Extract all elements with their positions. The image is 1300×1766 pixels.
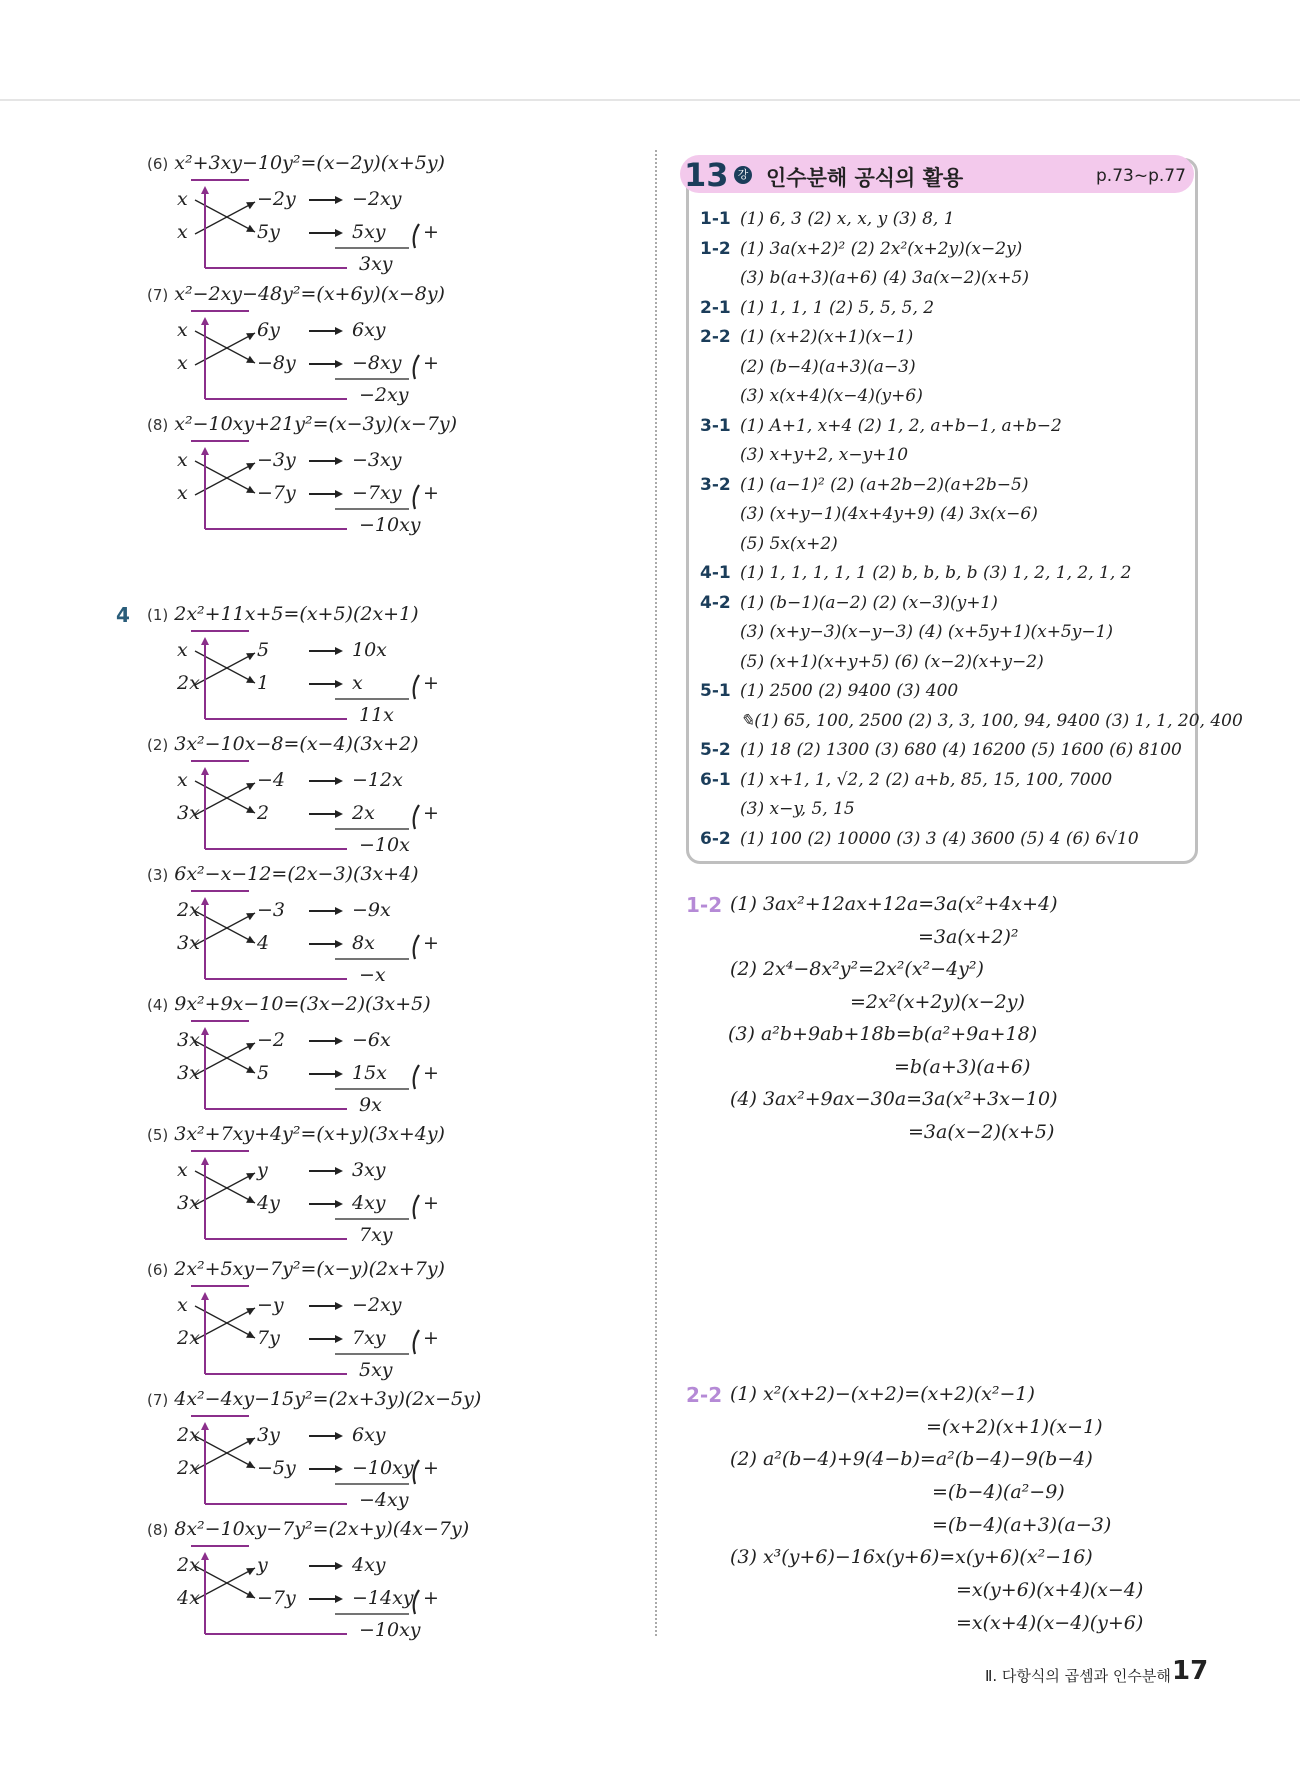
answer-key: 2-1 [700,297,731,318]
row2-factor: x [177,221,188,243]
cross-diagram [147,283,447,423]
equation-text: 9x²+9x−10=(3x−2)(3x+5) [174,993,431,1015]
row2-constant: 4y [257,1192,280,1214]
purple-connector-arrow [201,1422,209,1430]
purple-connector-arrow [201,1552,209,1560]
arrowhead-row1 [335,647,343,655]
row1-factor: 2x [177,899,200,921]
cross-diagram [147,733,447,873]
row2-constant: 7y [257,1327,280,1349]
answer-row [700,593,998,613]
arrowhead-row1 [335,196,343,204]
answer-key: 4-1 [700,563,731,583]
answer-key: 5-1 [700,681,731,701]
answer-value: (1) A+1, x+4 (2) 1, 2, a+b−1, a+b−2 [740,415,1062,436]
solution-continuation: =(x+2)(x+1)(x−1) [926,1416,1103,1438]
answer-row [700,416,1062,436]
answer-key: 3-1 [700,415,731,436]
row2-product: −10xy [352,1457,414,1479]
answer-key: 2-2 [700,327,731,347]
row1-factor: 2x [177,1424,200,1446]
row1-product: −12x [352,769,403,791]
row2-constant: 5 [257,1062,270,1084]
sum-result: 11x [359,704,394,726]
row1-constant: −3 [257,899,286,921]
arrowhead-row2 [335,680,343,688]
row2-constant: −5y [257,1457,296,1479]
solution-line: (4) 3ax²+9ax−30a=3a(x²+3x−10) [730,1088,1058,1110]
row1-factor: x [177,319,188,341]
answer-value: (3) (x+y−3)(x−y−3) (4) (x+5y+1)(x+5y−1) [740,622,1114,642]
sum-result: 9x [359,1094,382,1116]
answer-row [700,799,855,819]
equation-text: 6x²−x−12=(2x−3)(3x+4) [174,863,419,885]
row1-constant: y [257,1159,268,1181]
plus-sign: + [423,802,439,824]
equation-text: 3x²−10x−8=(x−4)(3x+2) [174,733,419,755]
plus-sign: + [423,1587,439,1609]
arrowhead-row2 [335,1200,343,1208]
answer-value: (1) 1, 1, 1, 1, 1 (2) b, b, b, b (3) 1, 2, 1, 2, 1, 2 [740,563,1132,583]
row2-product: 2x [352,802,375,824]
answer-row [700,652,1044,672]
row1-constant: −2 [257,1029,286,1051]
row2-factor: x [177,482,188,504]
answer-value: (1) (b−1)(a−2) (2) (x−3)(y+1) [740,592,998,613]
arrowhead-row1 [335,1432,343,1440]
sum-bracket [414,485,419,509]
arrowhead-row2 [335,360,343,368]
solution-continuation: =(b−4)(a²−9) [932,1481,1065,1503]
answer-value: (1) 3a(x+2)² (2) 2x²(x+2y)(x−2y) [740,238,1023,259]
row2-factor: 2x [177,1327,200,1349]
item-number: (6) [147,155,169,173]
cross-diagram [147,993,447,1133]
plus-sign: + [423,672,439,694]
equation-text: 2x²+11x+5=(x+5)(2x+1) [174,603,419,625]
row2-product: 8x [352,932,375,954]
row2-factor: 3x [177,802,200,824]
solution-line: (3) x³(y+6)−16x(y+6)=x(y+6)(x²−16) [730,1546,1093,1568]
arrowhead-row2 [335,940,343,948]
cross-diagram [147,1388,447,1528]
solution-line: (1) x²(x+2)−(x+2)=(x+2)(x²−1) [730,1383,1035,1405]
row2-factor: 3x [177,1062,200,1084]
row1-factor: x [177,1294,188,1316]
answer-row [700,711,1243,731]
arrowhead-row2 [335,810,343,818]
answer-row [700,298,934,318]
answer-value: (1) 18 (2) 1300 (3) 680 (4) 16200 (5) 1600 (6) 8100 [740,740,1182,760]
sum-bracket [414,1065,419,1089]
answer-value: (3) x+y+2, x−y+10 [740,445,909,465]
answer-value: (5) (x+1)(x+y+5) (6) (x−2)(x+y−2) [740,651,1044,672]
sum-bracket [414,1195,419,1219]
plus-sign: + [423,221,439,243]
row2-constant: 5y [257,221,280,243]
answer-value: (1) 100 (2) 10000 (3) 3 (4) 3600 (5) 4 (6) 6√10 [740,828,1139,849]
item-number: (8) [147,416,169,434]
footer-chapter: Ⅱ. 다항식의 곱셈과 인수분해 [985,1667,1171,1685]
answer-value: (1) 2500 (2) 9400 (3) 400 [740,681,959,701]
answer-key: 4-2 [700,592,731,613]
plus-sign: + [423,1457,439,1479]
sum-bracket [414,1330,419,1354]
sum-bracket [414,355,419,379]
row1-factor: 2x [177,1554,200,1576]
row1-product: −9x [352,899,391,921]
answer-value: (3) x(x+4)(x−4)(y+6) [740,386,923,406]
answer-row [700,829,1139,849]
plus-sign: + [423,1327,439,1349]
sum-result: −10xy [359,1619,421,1641]
cross-diagram [147,603,447,743]
arrowhead-row2 [335,1595,343,1603]
item-number: (2) [147,736,169,754]
row2-factor: 4x [177,1587,200,1609]
answer-row [700,327,913,347]
row1-product: 10x [352,639,387,661]
answer-row [700,740,1182,760]
solution-continuation: =2x²(x+2y)(x−2y) [850,991,1025,1013]
solution-continuation: =x(y+6)(x+4)(x−4) [956,1579,1144,1601]
row1-factor: 3x [177,1029,200,1051]
sum-result: −10xy [359,514,421,536]
row2-product: −7xy [352,482,402,504]
answer-value: (2) (b−4)(a+3)(a−3) [740,356,916,377]
row2-factor: 3x [177,1192,200,1214]
top-rule [0,99,1300,101]
sum-bracket [414,935,419,959]
row2-product: −14xy [352,1587,414,1609]
row2-factor: 3x [177,932,200,954]
equation-text: x²−2xy−48y²=(x+6y)(x−8y) [174,283,445,305]
sum-result: 7xy [359,1224,393,1246]
sum-result: −10x [359,834,410,856]
cross-diagram [147,152,447,292]
lesson-pages: p.73~p.77 [1096,166,1186,186]
row1-factor: x [177,639,188,661]
answer-value: ✎(1) 65, 100, 2500 (2) 3, 3, 100, 94, 9400 (3) 1, 1, 20, 400 [740,710,1243,731]
equation-text: x²+3xy−10y²=(x−2y)(x+5y) [174,152,445,174]
sum-bracket [414,224,419,248]
answer-value: (1) 6, 3 (2) x, x, y (3) 8, 1 [740,209,955,229]
solution-key-1-2: 1-2 [686,893,723,917]
equation-text: x²−10xy+21y²=(x−3y)(x−7y) [174,413,458,435]
row1-factor: x [177,769,188,791]
row1-product: −2xy [352,188,402,210]
row2-constant: −7y [257,1587,296,1609]
row1-constant: −2y [257,188,296,210]
purple-connector-arrow [201,767,209,775]
item-number: (6) [147,1261,169,1279]
row2-product: 4xy [352,1192,386,1214]
row1-product: −3xy [352,449,402,471]
arrowhead-row1 [335,1562,343,1570]
answer-value: (1) (a−1)² (2) (a+2b−2)(a+2b−5) [740,474,1029,495]
answer-key: 1-1 [700,209,731,229]
answer-row [700,475,1028,495]
row1-product: 6xy [352,319,386,341]
item-number: (8) [147,1521,169,1539]
row2-product: 15x [352,1062,387,1084]
arrowhead-row1 [335,907,343,915]
answer-row [700,681,958,701]
row2-constant: −8y [257,352,296,374]
answer-key: 5-2 [700,740,731,760]
sum-result: 3xy [359,253,393,275]
lesson-number: 13 [684,156,729,194]
row1-product: 4xy [352,1554,386,1576]
answer-row [700,445,908,465]
row1-constant: 5 [257,639,270,661]
row2-constant: −7y [257,482,296,504]
sum-result: 5xy [359,1359,393,1381]
sum-result: −x [359,964,386,986]
arrowhead-row2 [335,1335,343,1343]
answer-value: (1) (x+2)(x+1)(x−1) [740,327,914,347]
arrowhead-row2 [335,1465,343,1473]
purple-connector-arrow [201,317,209,325]
row2-product: x [352,672,363,694]
answer-value: (3) x−y, 5, 15 [740,799,855,819]
purple-connector-arrow [201,1292,209,1300]
row2-constant: 2 [257,802,270,824]
sum-bracket [414,1590,419,1614]
answer-row [700,357,916,377]
arrowhead-row2 [335,229,343,237]
answer-row [700,770,1112,790]
cross-diagram [147,1123,447,1263]
item-number: (5) [147,1126,169,1144]
row1-constant: −3y [257,449,296,471]
equation-text: 2x²+5xy−7y²=(x−y)(2x+7y) [174,1258,445,1280]
item-number: (3) [147,866,169,884]
cross-diagram [147,863,447,1003]
purple-connector-arrow [201,897,209,905]
solution-continuation: =3a(x+2)² [918,926,1019,948]
equation-text: 4x²−4xy−15y²=(2x+3y)(2x−5y) [174,1388,482,1410]
solution-continuation: =x(x+4)(x−4)(y+6) [956,1612,1144,1634]
solution-line: (2) 2x⁴−8x²y²=2x²(x²−4y²) [730,958,984,980]
sum-bracket [414,1460,419,1484]
answer-key: 6-2 [700,828,731,849]
row1-constant: 6y [257,319,280,341]
solution-continuation: =3a(x−2)(x+5) [908,1121,1055,1143]
cross-diagram [147,1258,447,1398]
row1-constant: −y [257,1294,284,1316]
answer-row [700,209,955,229]
arrowhead-row1 [335,1302,343,1310]
cross-diagram [147,1518,447,1658]
row1-product: 3xy [352,1159,386,1181]
problem-number-4: 4 [116,603,130,627]
sum-bracket [414,675,419,699]
answer-key: 3-2 [700,474,731,495]
row2-product: 7xy [352,1327,386,1349]
row2-factor: 2x [177,672,200,694]
row2-factor: 2x [177,1457,200,1479]
item-number: (1) [147,606,169,624]
page-number: 17 [1172,1656,1209,1686]
arrowhead-row1 [335,327,343,335]
row2-constant: 4 [257,932,270,954]
plus-sign: + [423,482,439,504]
answer-row [700,386,923,406]
row2-product: −8xy [352,352,402,374]
purple-connector-arrow [201,1027,209,1035]
arrowhead-row1 [335,457,343,465]
item-number: (7) [147,1391,169,1409]
answer-row [700,622,1113,642]
answer-value: (3) b(a+3)(a+6) (4) 3a(x−2)(x+5) [740,268,1029,288]
answer-value: (3) (x+y−1)(4x+4y+9) (4) 3x(x−6) [740,504,1038,524]
row1-factor: x [177,1159,188,1181]
plus-sign: + [423,1062,439,1084]
purple-connector-arrow [201,447,209,455]
row1-factor: x [177,449,188,471]
row1-product: 6xy [352,1424,386,1446]
arrowhead-row1 [335,1167,343,1175]
item-number: (4) [147,996,169,1014]
lesson-badge: 강 [734,166,752,184]
row2-factor: x [177,352,188,374]
answer-value: (5) 5x(x+2) [740,533,838,554]
equation-text: 8x²−10xy−7y²=(2x+y)(4x−7y) [174,1518,470,1540]
solution-continuation: =b(a+3)(a+6) [894,1056,1031,1078]
answer-row [700,268,1029,288]
answer-key: 1-2 [700,238,731,259]
solution-continuation: =(b−4)(a+3)(a−3) [932,1514,1112,1536]
plus-sign: + [423,1192,439,1214]
sum-bracket [414,805,419,829]
solution-key-2-2: 2-2 [686,1383,723,1407]
purple-connector-arrow [201,1157,209,1165]
row1-product: −6x [352,1029,391,1051]
purple-connector-arrow [201,186,209,194]
column-divider [655,150,657,1636]
answer-value: (1) x+1, 1, √2, 2 (2) a+b, 85, 15, 100, 7000 [740,769,1113,790]
cross-diagram [147,413,447,553]
sum-result: −4xy [359,1489,409,1511]
answer-key: 6-1 [700,769,731,790]
answer-row [700,504,1038,524]
answer-value: (1) 1, 1, 1 (2) 5, 5, 5, 2 [740,297,935,318]
answer-row [700,534,838,554]
item-number: (7) [147,286,169,304]
lesson-title: 인수분해 공식의 활용 [766,166,964,190]
answer-row [700,239,1022,259]
solution-line: (1) 3ax²+12ax+12a=3a(x²+4x+4) [730,893,1058,915]
equation-text: 3x²+7xy+4y²=(x+y)(3x+4y) [174,1123,445,1145]
row1-product: −2xy [352,1294,402,1316]
arrowhead-row2 [335,1070,343,1078]
purple-connector-arrow [201,637,209,645]
arrowhead-row2 [335,490,343,498]
sum-result: −2xy [359,384,409,406]
arrowhead-row1 [335,1037,343,1045]
plus-sign: + [423,352,439,374]
plus-sign: + [423,932,439,954]
solution-line: (2) a²(b−4)+9(4−b)=a²(b−4)−9(b−4) [730,1448,1093,1470]
row1-constant: 3y [257,1424,280,1446]
answer-row [700,563,1131,583]
solution-line: (3) a²b+9ab+18b=b(a²+9a+18) [728,1023,1038,1045]
row1-constant: y [257,1554,268,1576]
row2-product: 5xy [352,221,386,243]
row1-factor: x [177,188,188,210]
row2-constant: 1 [257,672,270,694]
row1-constant: −4 [257,769,286,791]
arrowhead-row1 [335,777,343,785]
